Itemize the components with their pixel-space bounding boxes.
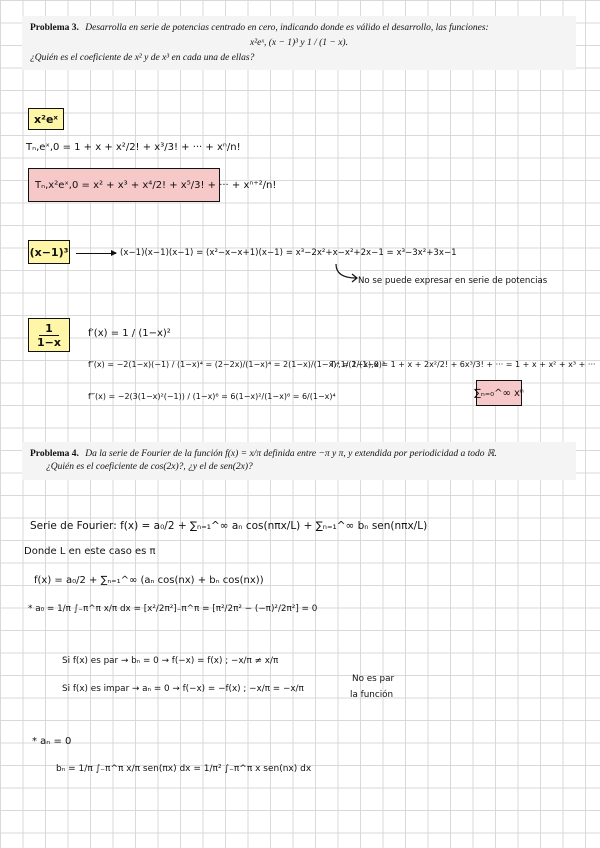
donde-L: Donde L en este caso es π [24, 546, 156, 557]
problem4-statement [22, 442, 576, 480]
if-even: Si f(x) es par → bₙ = 0 → f(−x) = f(x) ; −x/π ≠ x/π [62, 656, 279, 666]
note-no-power-series: No se puede expresar en serie de potencias [358, 276, 548, 286]
box-x-minus-1-cubed: (x−1)³ [28, 240, 70, 264]
not-even-note: No es par [352, 674, 395, 684]
taylor-x2ex-box [28, 168, 277, 202]
an-zero: * aₙ = 0 [32, 736, 72, 747]
fourier-definition: Serie de Fourier: f(x) = a₀/2 + ∑ₙ₌₁^∞ aₙ cos(nπx/L) + ∑ₙ₌₁^∞ bₙ sen(nπx/L) [30, 520, 428, 532]
bn-computation: bₙ = 1/π ∫₋π^π x/π sen(πx) dx = 1/π² ∫₋π^π x sen(nx) dx [56, 764, 312, 774]
problem3-label: Problema 3. [30, 23, 79, 33]
taylor-ex: Tₙ,eˣ,0 = 1 + x + x²/2! + x³/3! + ··· + xⁿ/n! [26, 142, 241, 153]
box-one-over-one-minus-x [28, 318, 70, 352]
sum-box [476, 380, 522, 406]
box3-denominator: 1−x [37, 335, 61, 349]
third-derivative: f‴(x) = −2(3(1−x)²(−1)) / (1−x)⁶ = 6(1−x)²/(1−x)⁶ = 6/(1−x)⁴ [88, 392, 336, 401]
if-odd: Si f(x) es impar → aₙ = 0 → f(−x) = −f(x) ; −x/π = −x/π [62, 684, 304, 694]
the-function-note: la función [350, 690, 394, 700]
problem4-label: Problema 4. [30, 449, 79, 459]
taylor-geometric: Tₙ,1/(1−x),0 = 1 + x + 2x²/2! + 6x³/3! + ··· = 1 + x + x² + x³ + ··· [330, 360, 596, 369]
problem3-functions: x²eˣ, (x − 1)³ y 1 / (1 − x). [250, 37, 348, 48]
box3-numerator: 1 [39, 322, 59, 336]
problem4-text: Da la serie de Fourier de la función f(x) = x/π definida entre −π y π, y extendida por periodicidad a todo ℝ. [85, 449, 497, 459]
a0-computation: * a₀ = 1/π ∫₋π^π x/π dx = [x²/2π²]₋π^π = [π²/2π² − (−π)²/2π²] = 0 [28, 604, 318, 614]
geometric-sum: ∑ₙ₌₀^∞ xⁿ [474, 387, 524, 399]
arrow-right-icon [76, 253, 116, 254]
first-derivative: f′(x) = 1 / (1−x)² [88, 328, 171, 339]
fourier-pi: f(x) = a₀/2 + ∑ₙ₌₁^∞ (aₙ cos(nx) + bₙ cos(nx)) [34, 575, 264, 586]
problem3-statement [22, 16, 576, 70]
curved-arrow-icon [334, 262, 360, 284]
taylor-x2ex: Tₙ,x²eˣ,0 = x² + x³ + x⁴/2! + x⁵/3! + ··· + xⁿ⁺²/n! [35, 179, 277, 191]
problem3-question: ¿Quién es el coeficiente de x² y de x³ en cada una de ellas? [30, 52, 255, 63]
problem4-question: ¿Quién es el coeficiente de cos(2x)?, ¿y el de sen(2x)? [46, 461, 253, 472]
box-x2ex: x²eˣ [28, 108, 64, 130]
second-derivative: f″(x) = −2(1−x)(−1) / (1−x)⁴ = (2−2x)/(1−x)⁴ = 2(1−x)/(1−x)⁴ = 2/(1−x)³ [88, 360, 386, 369]
expansion-x-minus-1: (x−1)(x−1)(x−1) = (x²−x−x+1)(x−1) = x³−2x²+x−x²+2x−1 = x³−3x²+3x−1 [120, 248, 457, 258]
problem3-text: Desarrolla en serie de potencias centrado en cero, indicando donde es válido el desarrollo, las funciones: [85, 23, 489, 33]
